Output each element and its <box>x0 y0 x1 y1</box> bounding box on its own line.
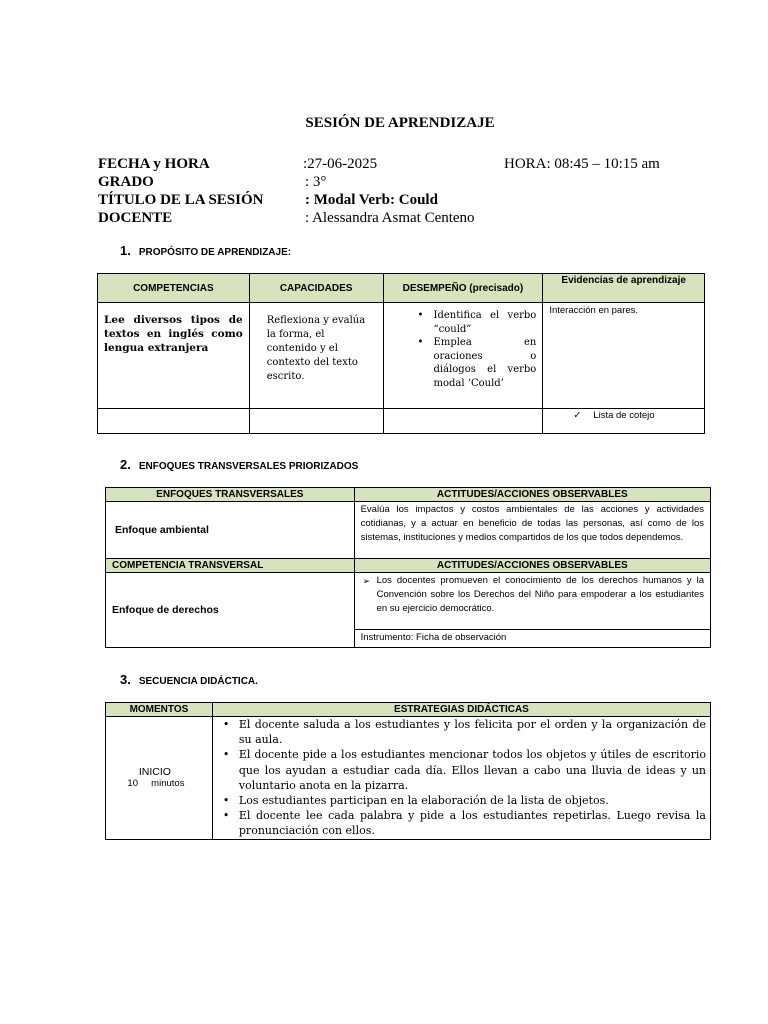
checkmark-icon: ✓ <box>573 410 582 421</box>
lista-cotejo-text: Lista de cotejo <box>593 410 655 421</box>
enfoque-ambiental-label: Enfoque ambiental <box>115 524 209 536</box>
section2-number: 2. <box>120 457 131 472</box>
cell-evidencia <box>543 303 705 409</box>
grado-value: : 3° <box>305 174 327 190</box>
momento-label: INICIO <box>138 766 171 779</box>
cell-desempeno <box>383 303 543 409</box>
page-title: SESIÓN DE APRENDIZAJE <box>305 115 495 131</box>
docente-value: : Alessandra Asmat Centeno <box>305 210 475 226</box>
capacidades-text: Reflexiona y evalúa la forma, el contenido y el contexto del texto escrito. <box>266 315 366 382</box>
th-desempeno: DESEMPEÑO (precisado) <box>383 274 543 303</box>
proposito-table <box>97 273 705 434</box>
fecha-label: FECHA y HORA <box>98 156 210 172</box>
header-labels <box>98 155 263 227</box>
enfoques-table <box>105 487 711 648</box>
hora-value: HORA: 08:45 – 10:15 am <box>504 156 660 172</box>
cell-instrumento-2 <box>354 630 710 648</box>
grado-label: GRADO <box>98 174 154 190</box>
th-capacidades: CAPACIDADES <box>249 274 383 303</box>
competencia-text: Lee diversos tipos de textos en inglés como lengua extranjera <box>104 314 243 354</box>
cell-instrumento <box>543 409 705 434</box>
cell-enfoque-ambiental <box>106 502 355 559</box>
evidencia-text: Interacción en pares. <box>549 305 639 316</box>
th-evidencias: Evidencias de aprendizaje <box>543 274 705 303</box>
estrategia-item: • El docente saluda a los estudiantes y los felicita por el orden y la organización de su aula. <box>239 717 706 747</box>
section1-number: 1. <box>120 243 131 258</box>
section3-number: 3. <box>120 672 131 687</box>
cell-derechos-text <box>354 573 710 630</box>
section1-title: PROPÓSITO DE APRENDIZAJE: <box>138 247 292 258</box>
titulo-label: TÍTULO DE LA SESIÓN <box>98 192 264 208</box>
desempeno-list <box>434 309 537 390</box>
th-competencias: COMPETENCIAS <box>98 274 250 303</box>
ambiental-text: Evalúa los impactos y costos ambientales de las acciones y actividades cotidianas, y a actuar en beneficio de todas las personas, así como de los sistemas, instituciones y medios compartidos de los que todos dependemos. <box>360 504 704 543</box>
titulo-value: : Modal Verb: Could <box>305 192 438 208</box>
enfoque-derechos-label: Enfoque de derechos <box>112 604 219 616</box>
th-momentos: MOMENTOS <box>106 703 213 717</box>
cell-enfoque-derechos <box>106 573 355 648</box>
section3-heading <box>120 672 258 687</box>
section1-heading <box>120 243 291 258</box>
cell-ambiental-text <box>354 502 710 559</box>
docente-label: DOCENTE <box>98 210 173 226</box>
cell-competencia <box>98 303 250 409</box>
empty-cell <box>249 409 383 434</box>
secuencia-table <box>105 702 711 840</box>
desempeno-item: • Identifica el verbo “could” <box>434 309 537 336</box>
desempeno-item: • Emplea en oraciones o diálogos el verbo modal ‘Could’ <box>434 336 537 390</box>
cell-capacidades <box>249 303 383 409</box>
th-actitudes: ACTITUDES/ACCIONES OBSERVABLES <box>354 488 710 502</box>
derechos-list <box>377 574 704 616</box>
fecha-value: :27-06-2025 <box>303 156 378 172</box>
cell-momento <box>106 717 213 840</box>
duracion-label: 10 minutos <box>127 778 185 790</box>
cell-estrategias <box>212 717 710 840</box>
estrategia-item: • El docente lee cada palabra y pide a los estudiantes repetirlas. Luego revisa la pronunciación con ellos. <box>239 808 706 838</box>
th-enfoques: ENFOQUES TRANSVERSALES <box>106 488 355 502</box>
section3-title: SECUENCIA DIDÁCTICA. <box>138 676 258 687</box>
estrategia-item: • El docente pide a los estudiantes mencionar todos los objetos y útiles de escritorio que los ayudan a estudiar cada día. Ellos llevan a cabo una lluvia de ideas y un voluntario anota en la pizarra. <box>239 747 706 793</box>
section2-title: ENFOQUES TRANSVERSALES PRIORIZADOS <box>138 461 359 472</box>
instrumento-ficha: Instrumento: Ficha de observación <box>360 632 507 643</box>
section2-heading <box>120 457 358 472</box>
th-competencia-transversal: COMPETENCIA TRANSVERSAL <box>106 559 355 573</box>
estrategias-list <box>239 717 706 839</box>
empty-cell <box>98 409 250 434</box>
empty-cell <box>383 409 543 434</box>
th-estrategias: ESTRATEGIAS DIDÁCTICAS <box>212 703 710 717</box>
derechos-item: ➢ Los docentes promueven el conocimiento de los derechos humanos y la Convención sobre los Derechos del Niño para empoderar a los estudiantes en su ejercicio democrático. <box>377 574 704 616</box>
estrategia-item: • Los estudiantes participan en la elaboración de la lista de objetos. <box>239 793 706 808</box>
instrumento-line <box>573 410 704 421</box>
header-values <box>303 155 475 227</box>
th-actitudes-2: ACTITUDES/ACCIONES OBSERVABLES <box>354 559 710 573</box>
